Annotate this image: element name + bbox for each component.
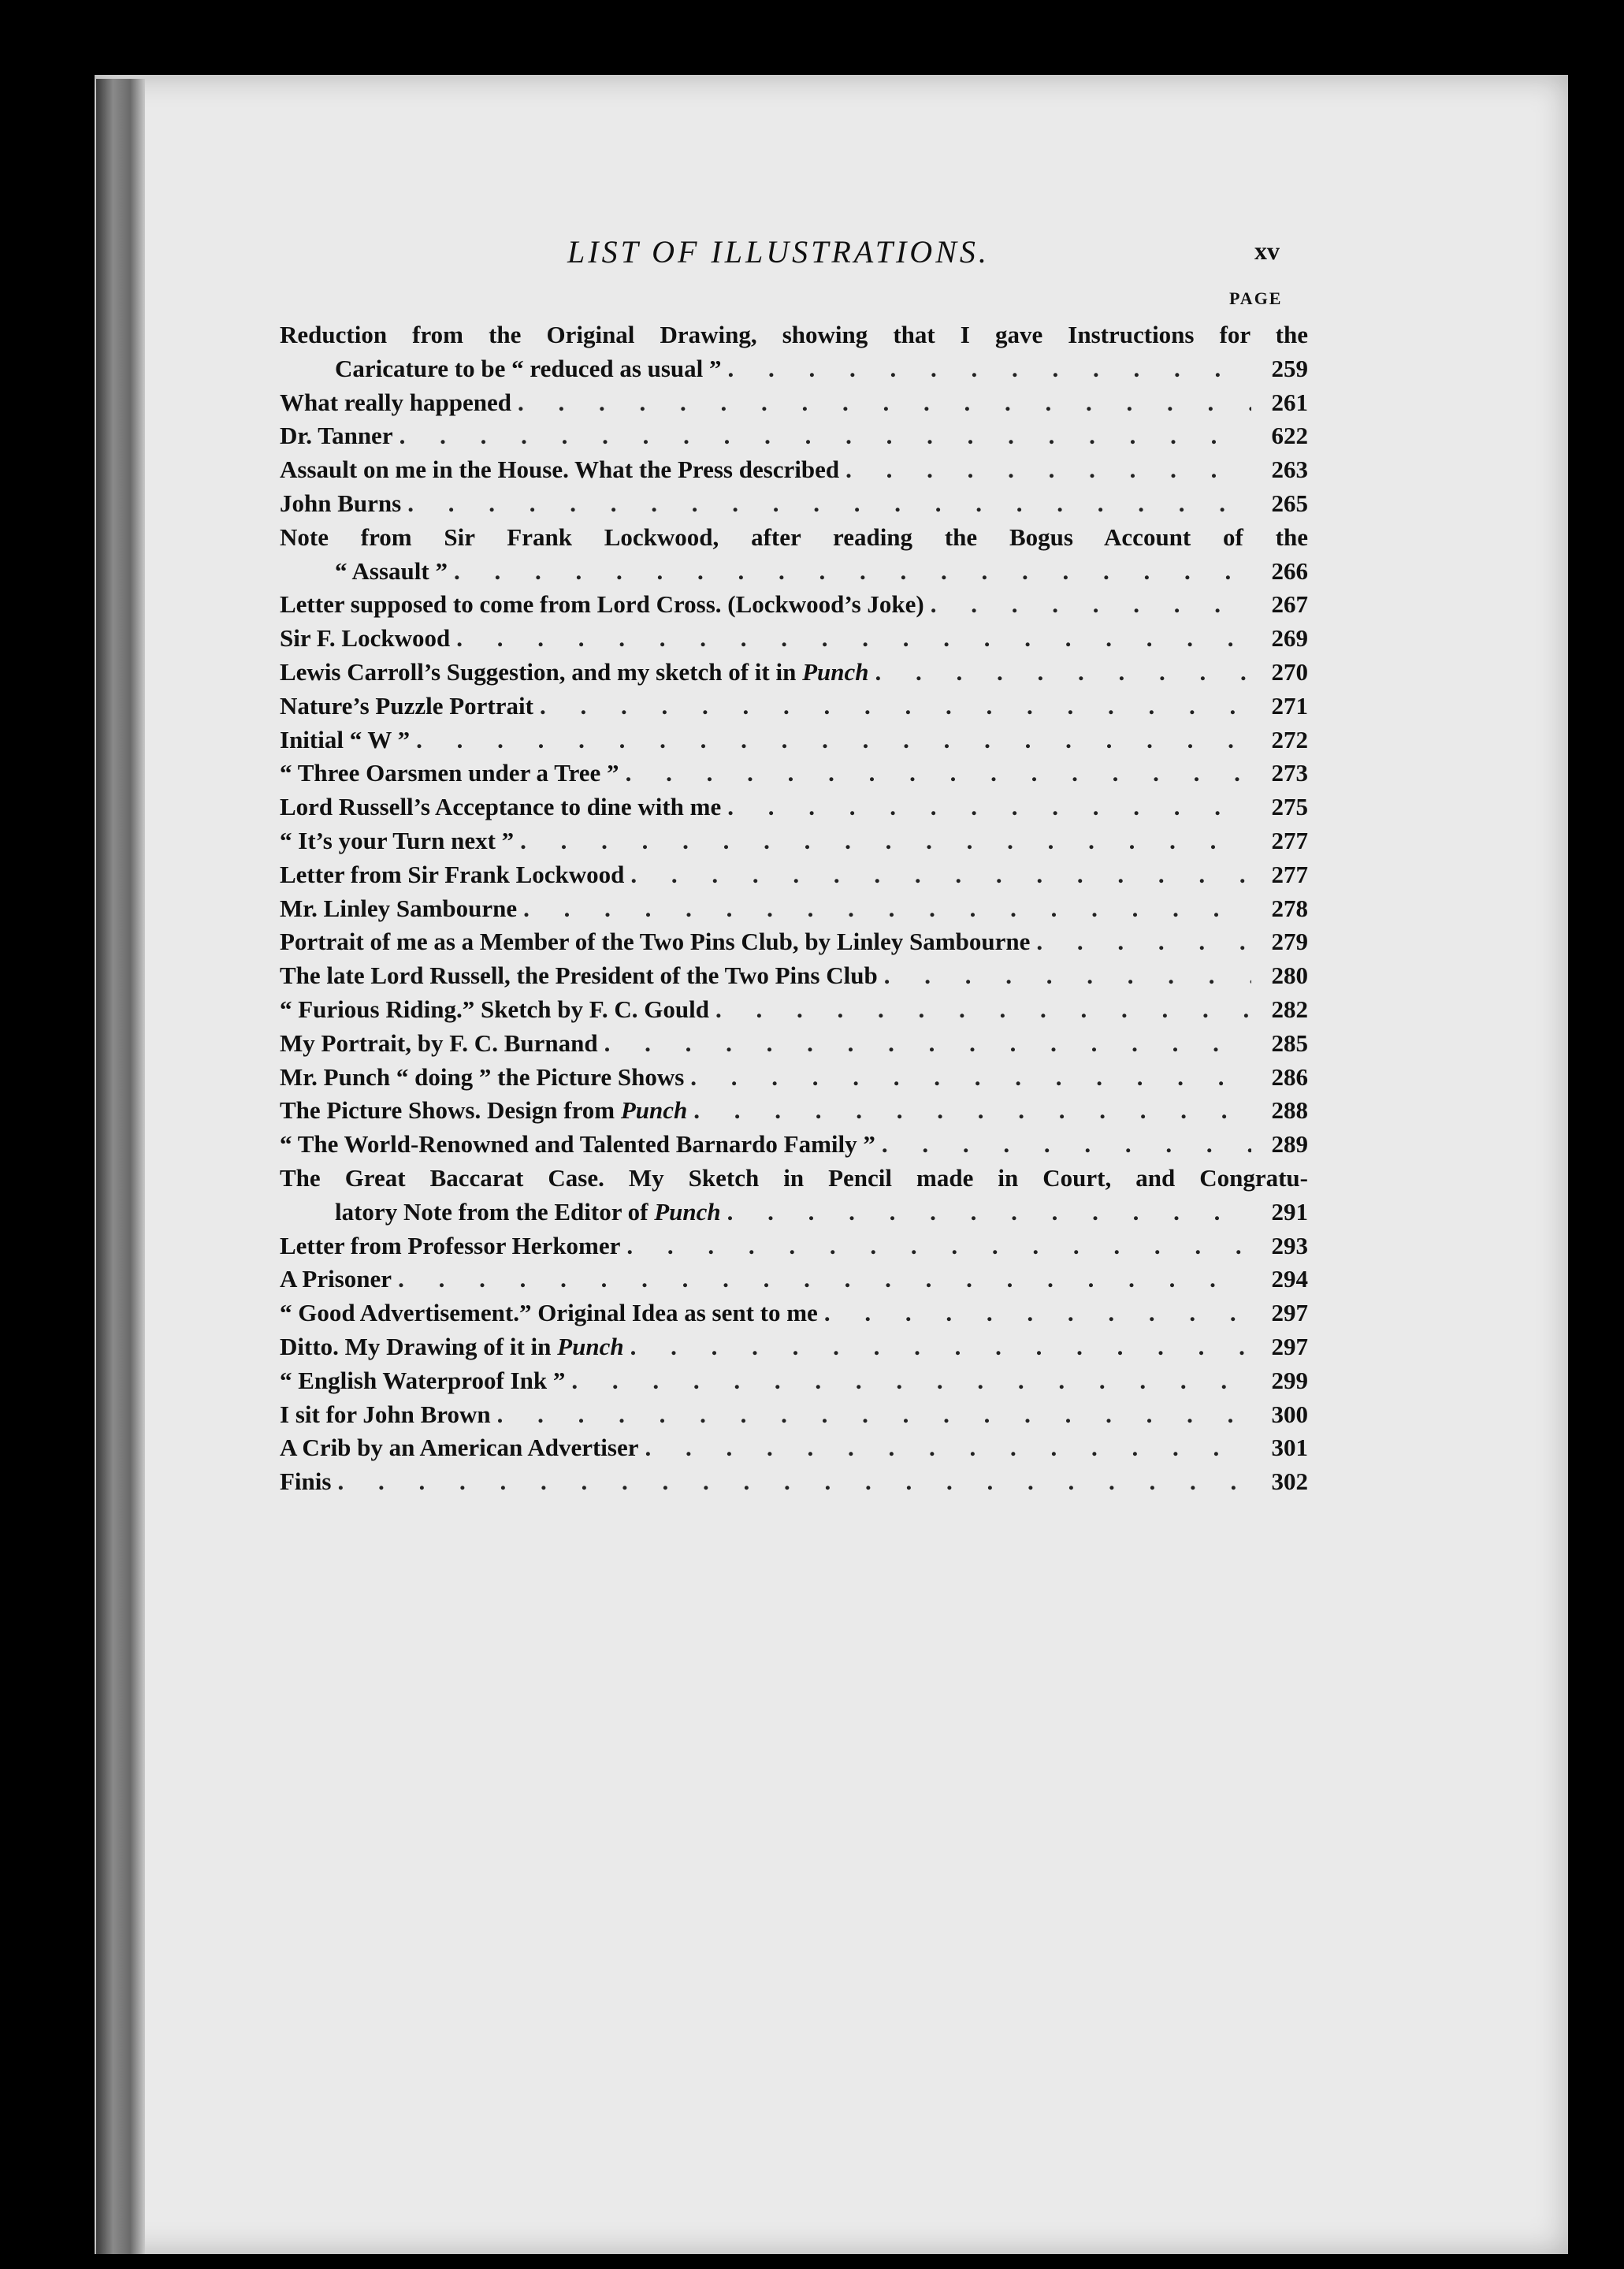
list-item [280,690,1308,723]
entry-page-number: 265 [1271,489,1308,517]
entry-title: The late Lord Russell, the President of the Two Pins Club [280,962,878,990]
dot-leader [824,1296,1251,1330]
list-item [280,521,1308,555]
book-gutter-shadow [96,79,145,2254]
list-item [280,858,1308,892]
list-item [280,487,1308,521]
entry-page-number: 289 [1271,1130,1308,1159]
list-item [280,1229,1308,1263]
list-item [280,1398,1308,1432]
dot-leader [604,1027,1251,1061]
entry-page-number: 300 [1271,1400,1308,1428]
dot-leader [337,1465,1251,1499]
entry-title: Finis [280,1467,332,1496]
entry-title: The Picture Shows. Design from [280,1096,621,1125]
entry-page-number: 277 [1271,860,1308,888]
entry-page-number: 279 [1271,928,1308,956]
dot-leader [497,1398,1251,1432]
entry-title: “ English Waterproof Ink ” [280,1366,566,1394]
list-item [280,656,1308,690]
list-item [280,1364,1308,1398]
entry-page-number: 294 [1271,1265,1308,1293]
entry-title: Mr. Linley Sambourne [280,894,518,922]
entry-title: “ The World-Renowned and Talented Barnardo Family ” [280,1130,875,1159]
list-item [280,1263,1308,1296]
entry-title: John Burns [280,489,402,517]
entry-page-number: 259 [1271,354,1308,382]
entry-title: Letter supposed to come from Lord Cross. (Lockwood’s Joke) [280,590,924,619]
entry-page-number: 261 [1271,388,1308,416]
entry-page-number: 278 [1271,894,1308,922]
entry-page-number: 277 [1271,826,1308,854]
entry-title: A Crib by an American Advertiser [280,1434,639,1462]
list-item [280,1027,1308,1061]
list-item [280,1296,1308,1330]
entry-title: “ Three Oarsmen under a Tree ” [280,759,619,787]
entry-title-italic: Punch [802,657,869,686]
entry-title: The Great Baccarat Case. My Sketch in Pencil made in Court, and Congratu- [280,1163,1308,1192]
entry-page-number: 272 [1271,725,1308,753]
entry-title-italic: Punch [557,1332,624,1360]
entry-page-number: 286 [1271,1062,1308,1091]
list-item [280,1196,1308,1229]
list-item [280,622,1308,656]
dot-leader [875,656,1251,690]
dot-leader [398,1263,1251,1296]
entry-page-number: 263 [1271,456,1308,484]
entry-title: A Prisoner [280,1265,392,1293]
entry-title: What really happened [280,388,511,416]
entry-page-number: 297 [1271,1299,1308,1327]
dot-leader [454,555,1251,589]
list-item [280,824,1308,858]
dot-leader [727,1196,1251,1229]
entry-title: Initial “ W ” [280,725,411,753]
dot-leader [520,824,1251,858]
entry-page-number: 273 [1271,759,1308,787]
dot-leader [630,858,1251,892]
entry-page-number: 293 [1271,1231,1308,1259]
entry-title: Nature’s Puzzle Portrait [280,691,533,720]
entry-page-number: 622 [1271,422,1308,450]
list-item [280,925,1308,959]
entry-title: Letter from Professor Herkomer [280,1231,621,1259]
entry-page-number: 301 [1271,1434,1308,1462]
entry-title: Mr. Punch “ doing ” the Picture Shows [280,1062,685,1091]
running-title: LIST OF ILLUSTRATIONS. [567,234,990,270]
list-item [280,1094,1308,1128]
dot-leader [626,1229,1251,1263]
dot-leader [626,757,1251,790]
list-item [280,1162,1308,1196]
list-item [280,757,1308,790]
entry-title: Reduction from the Original Drawing, showing that I gave Instructions for the [280,321,1308,348]
dot-leader [518,386,1251,420]
entry-page-number: 285 [1271,1028,1308,1057]
dot-leader [931,588,1251,622]
list-item [280,386,1308,420]
list-item [280,1465,1308,1499]
entry-page-number: 266 [1271,556,1308,585]
list-item [280,453,1308,487]
entry-title: Lewis Carroll’s Suggestion, and my sketch of it in [280,657,803,686]
dot-leader [399,419,1251,453]
entry-title: Assault on me in the House. What the Press described [280,456,840,484]
dot-leader [456,622,1251,656]
entry-title: Sir F. Lockwood [280,624,451,653]
entry-page-number: 267 [1271,590,1308,619]
list-item [280,723,1308,757]
list-item [280,1330,1308,1364]
dot-leader [728,352,1251,386]
dot-leader [523,892,1251,926]
dot-leader [645,1431,1252,1465]
entry-title-italic: Punch [654,1197,721,1226]
dot-leader [845,453,1251,487]
list-item [280,1061,1308,1095]
entry-title: latory Note from the Editor of [335,1197,655,1226]
entry-title: “ Furious Riding.” Sketch by F. C. Gould [280,995,709,1023]
entry-page-number: 280 [1271,962,1308,990]
entry-title: Portrait of me as a Member of the Two Pins Club, by Linley Sambourne [280,928,1031,956]
list-item [280,993,1308,1027]
illustration-list [280,318,1308,1499]
entry-page-number: 297 [1271,1332,1308,1360]
entry-page-number: 269 [1271,624,1308,653]
list-item [280,588,1308,622]
entry-page-number: 299 [1271,1366,1308,1394]
list-item [280,892,1308,926]
page-column-label: PAGE [1229,288,1283,308]
dot-leader [715,993,1251,1027]
dot-leader [690,1061,1251,1095]
dot-leader [882,1128,1251,1162]
list-item [280,555,1308,589]
entry-page-number: 302 [1271,1467,1308,1496]
entry-page-number: 288 [1271,1096,1308,1125]
list-item [280,1431,1308,1465]
entry-page-number: 275 [1271,793,1308,821]
list-item [280,318,1308,352]
dot-leader [407,487,1251,521]
list-item [280,790,1308,824]
entry-title: Letter from Sir Frank Lockwood [280,860,625,888]
list-item [280,959,1308,993]
dot-leader [571,1364,1251,1398]
list-item [280,419,1308,453]
scan-border [1568,0,1624,2269]
dot-leader [416,723,1251,757]
entry-title: My Portrait, by F. C. Burnand [280,1028,598,1057]
dot-leader [727,790,1251,824]
entry-page-number: 271 [1271,691,1308,720]
list-item [280,352,1308,386]
entry-title: Lord Russell’s Acceptance to dine with me [280,793,722,821]
dot-leader [630,1330,1251,1364]
entry-title-italic: Punch [620,1096,688,1125]
entry-title: “ Assault ” [335,556,448,585]
entry-page-number: 282 [1271,995,1308,1023]
list-item [280,1128,1308,1162]
page-number: xv [1254,236,1280,265]
dot-leader [1036,925,1251,959]
dot-leader [884,959,1251,993]
entry-page-number: 270 [1271,657,1308,686]
dot-leader [540,690,1251,723]
entry-title: Dr. Tanner [280,422,393,450]
entry-title: “ Good Advertisement.” Original Idea as sent to me [280,1299,818,1327]
dot-leader [693,1094,1251,1128]
entry-title: “ It’s your Turn next ” [280,826,515,854]
entry-title: I sit for John Brown [280,1400,491,1428]
entry-page-number: 291 [1271,1197,1308,1226]
entry-title: Ditto. My Drawing of it in [280,1332,558,1360]
entry-title: Caricature to be “ reduced as usual ” [335,354,722,382]
entry-title: Note from Sir Frank Lockwood, after reading the Bogus Account of the [280,523,1308,551]
